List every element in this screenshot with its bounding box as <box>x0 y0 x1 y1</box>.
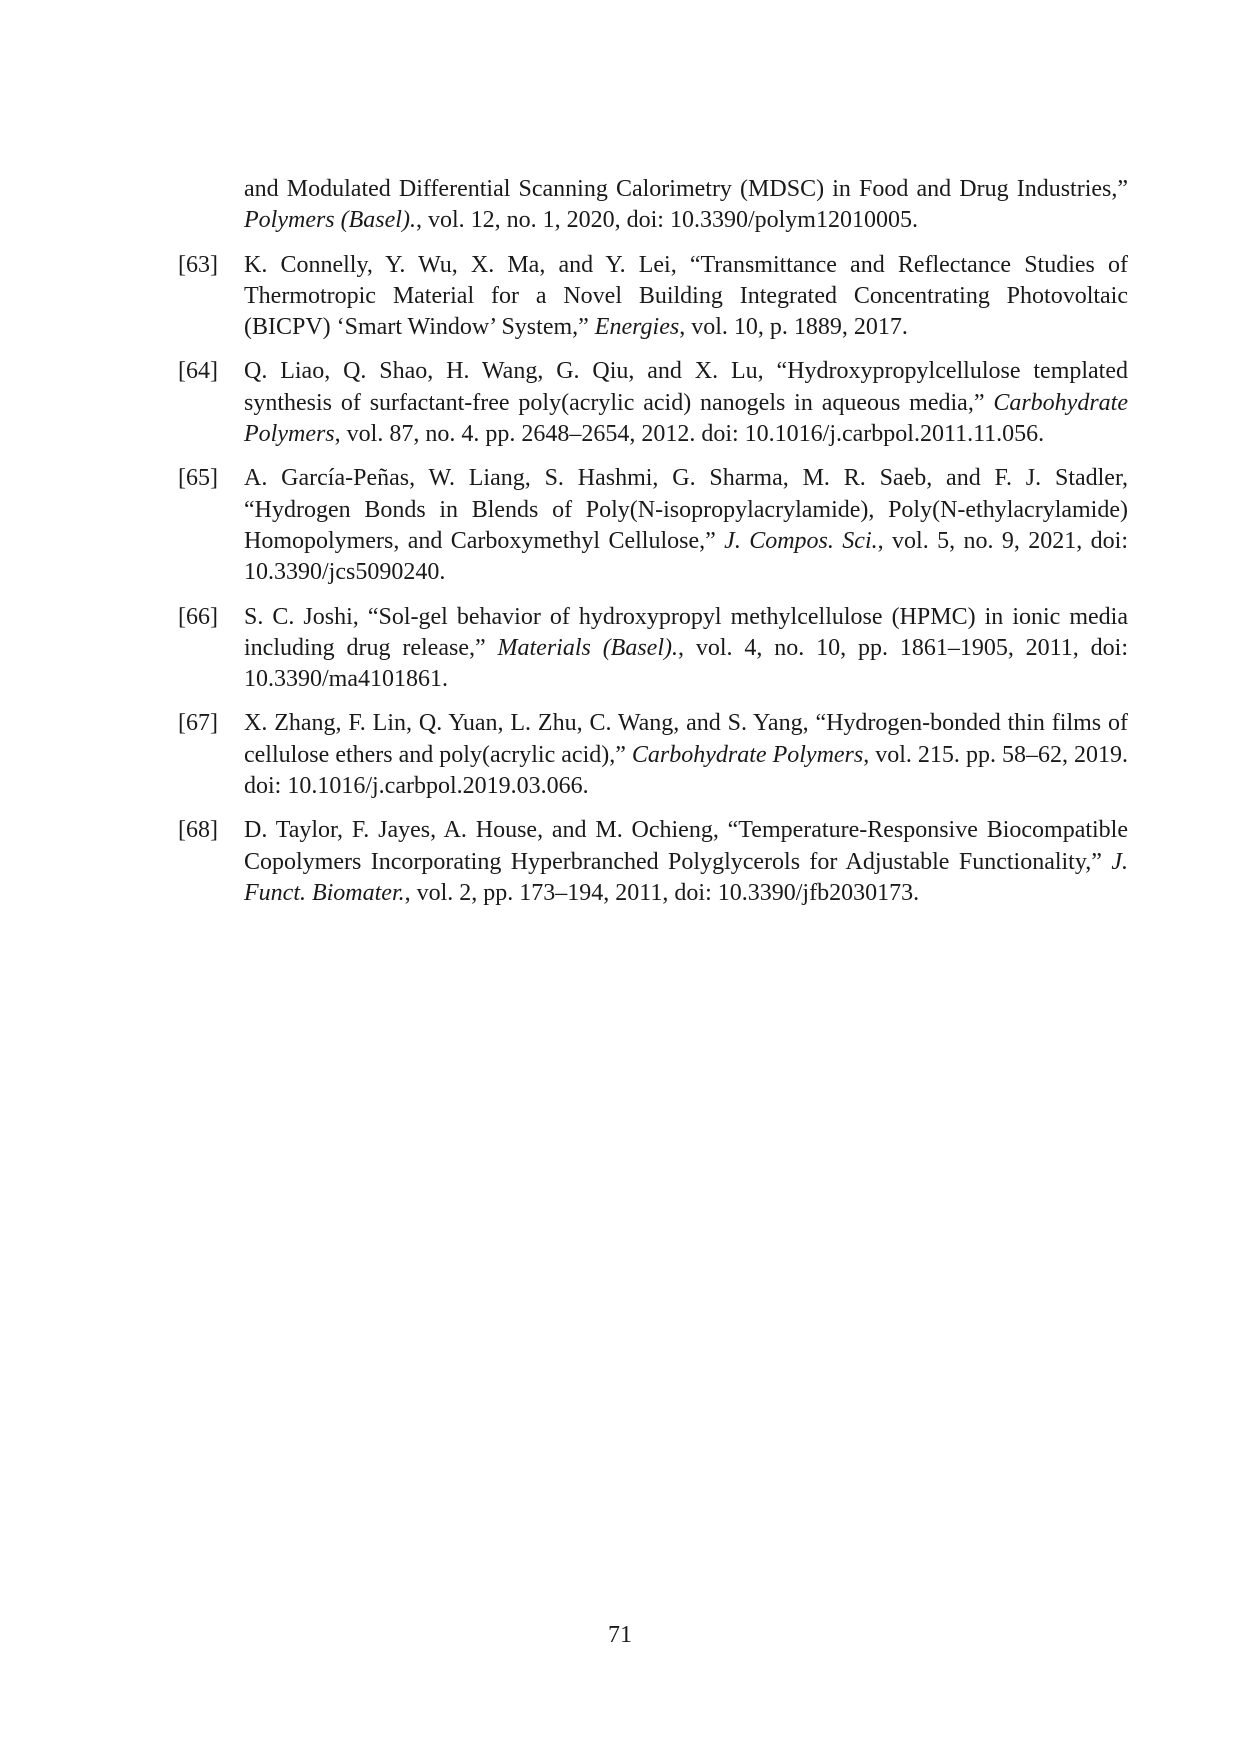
reference-list <box>178 174 1128 922</box>
reference-journal: Carbohydrate Polymers <box>631 741 864 768</box>
reference-citation: S. C. Joshi, “Sol-gel behavior of hydroxypropyl methylcellulose (HPMC) in ionic media including drug release,” <box>244 603 1128 661</box>
reference-text <box>244 708 1128 802</box>
reference-details: , vol. 87, no. 4. pp. 2648–2654, 2012. doi: 10.1016/j.carbpol.2011.11.056. <box>334 421 1045 448</box>
reference-citation: A. García-Peñas, W. Liang, S. Hashmi, G. Sharma, M. R. Saeb, and F. J. Stadler, “Hydrogen Bonds in Blends of Poly(N-isopropylacrylamide), Poly(N-ethylacrylamide) Homopolymers, and Carboxymethyl Cellulose,” <box>244 465 1128 554</box>
page-number: 71 <box>608 1622 632 1648</box>
reference-number: [64] <box>178 358 218 385</box>
reference-journal: Energies <box>594 314 680 341</box>
reference-text <box>244 602 1128 696</box>
reference-text <box>244 250 1128 344</box>
reference-item-64 <box>178 356 1128 450</box>
reference-citation: X. Zhang, F. Lin, Q. Yuan, L. Zhu, C. Wang, and S. Yang, “Hydrogen-bonded thin films of cellulose ethers and poly(acrylic acid),” <box>244 710 1128 768</box>
reference-number: [66] <box>178 603 218 630</box>
reference-journal: J. Funct. Biomater. <box>244 848 1128 906</box>
reference-item-63 <box>178 250 1128 344</box>
reference-journal: Carbohydrate Polymers <box>244 389 1128 448</box>
reference-citation: K. Connelly, Y. Wu, X. Ma, and Y. Lei, “Transmittance and Reflectance Studies of Thermotropic Material for a Novel Building Integrated Concentrating Photovoltaic (BICPV) ‘Smart Window’ System,” <box>244 251 1128 341</box>
reference-item-67 <box>178 708 1128 802</box>
reference-journal: Materials (Basel). <box>497 634 678 661</box>
reference-number: [67] <box>178 710 218 737</box>
reference-details: , vol. 10, p. 1889, 2017. <box>679 314 908 341</box>
reference-details: , vol. 5, no. 9, 2021, doi: 10.3390/jcs5090240. <box>244 527 1128 586</box>
reference-number: [68] <box>178 817 218 844</box>
reference-number: [63] <box>178 251 218 278</box>
reference-item-68 <box>178 815 1128 909</box>
reference-details: , vol. 12, no. 1, 2020, doi: 10.3390/polym12010005. <box>415 207 918 234</box>
reference-journal: J. Compos. Sci. <box>724 527 878 554</box>
reference-citation: Q. Liao, Q. Shao, H. Wang, G. Qiu, and X. Lu, “Hydroxypropylcellulose templated synthesis of surfactant-free poly(acrylic acid) nanogels in aqueous media,” <box>244 358 1128 416</box>
reference-item-66 <box>178 602 1128 696</box>
reference-details: , vol. 4, no. 10, pp. 1861–1905, 2011, doi: 10.3390/ma4101861. <box>244 634 1128 693</box>
reference-text <box>244 174 1128 237</box>
reference-item-62-continued <box>178 174 1128 237</box>
reference-number: [65] <box>178 465 218 492</box>
reference-citation: D. Taylor, F. Jayes, A. House, and M. Ochieng, “Temperature-Responsive Biocompatible Copolymers Incorporating Hyperbranched Polyglycerols for Adjustable Functionality,” <box>244 817 1128 875</box>
reference-details: , vol. 2, pp. 173–194, 2011, doi: 10.3390/jfb2030173. <box>404 879 920 906</box>
reference-text <box>244 463 1128 588</box>
reference-text <box>244 356 1128 450</box>
reference-details: , vol. 215. pp. 58–62, 2019. doi: 10.1016/j.carbpol.2019.03.066. <box>244 741 1128 800</box>
reference-journal: Polymers (Basel). <box>244 207 416 234</box>
reference-item-65 <box>178 463 1128 588</box>
reference-text <box>244 815 1128 909</box>
reference-citation: and Modulated Differential Scanning Calorimetry (MDSC) in Food and Drug Industries,” <box>244 176 1128 202</box>
